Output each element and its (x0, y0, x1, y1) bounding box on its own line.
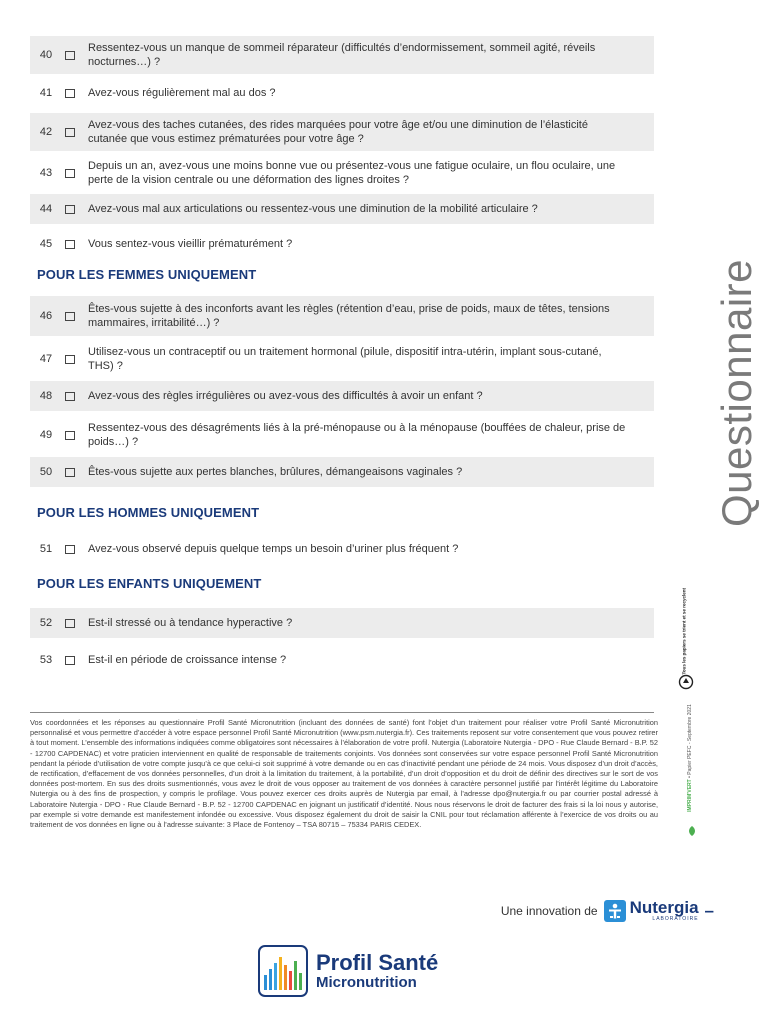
checkbox[interactable] (65, 240, 75, 249)
checkbox[interactable] (65, 89, 75, 98)
question-text: Ressentez-vous des désagréments liés à la pré-ménopause ou à la ménopause (bouffées de chaleur, prise de poids…) ? (88, 421, 626, 448)
checkbox[interactable] (65, 51, 75, 60)
section-title-children: POUR LES ENFANTS UNIQUEMENT (37, 576, 262, 591)
question-row (30, 231, 654, 257)
leaf-icon (688, 826, 696, 836)
question-text: Avez-vous régulièrement mal au dos ? (88, 86, 276, 99)
recycle-text: Tous les papiers se trient et se recyclent (681, 588, 687, 675)
question-row (30, 340, 654, 378)
question-text: Avez-vous des taches cutanées, des rides marquées pour votre âge et/ou une diminution de l’élasticité cutanée que vous estimez prématurées pour votre âge ? (88, 118, 588, 145)
question-number: 53 (39, 653, 53, 666)
question-row (30, 194, 654, 224)
question-row (30, 646, 654, 674)
question-row (30, 36, 654, 74)
question-row (30, 80, 654, 106)
checkbox[interactable] (65, 656, 75, 665)
question-text: Vous sentez-vous vieillir prématurément ? (88, 237, 293, 250)
question-number: 50 (39, 465, 53, 478)
nutergia-logo-icon (604, 900, 626, 922)
question-number: 40 (39, 48, 53, 61)
question-text: Est-il en période de croissance intense ? (88, 653, 287, 666)
question-number: 47 (39, 352, 53, 365)
legal-notice: Vos coordonnées et les réponses au questionnaire Profil Santé Micronutrition (incluant des données de santé) font l’objet d’un traitement pour réaliser votre Profil Santé Micronutrition personnalisé et vous permettre d’accéder à votre espace personnel Profil Santé Micronutrition (www.psm.nutergia.fr). Ces traitements reposent sur votre consentement que vous pouvez retirer à tout moment. L’ensemble des informations indiquées comme obligatoires sont nécessaires à l’élaboration de votre profil. Nutergia (Laboratoire Nutergia - DPO - Rue Claude Bernard - B.P. 52 - 12700 CAPDENAC) et votre praticien interviennent en qualité de responsable de traitements conjoints. Vos données sont conservées sur votre espace personnel Profil Santé Micronutrition pendant la période d’utilisation de votre compte jusqu’à ce que celui-ci soit supprimé à votre demande ou en cas d’inactivité pendant une période de 24 mois. Vous disposez d’un droit d’accès, de rectification, d’effacement de vos données personnelles, d’un droit à la limitation du traitement, à la portabilité, d’un droit d’opposition et du droit de définir des directives sur le sort de vos données post-mortem. En sus des droits susmentionnés, vous avez le droit de vous opposer au traitement de vos données à caractère personnel justifié par l’intérêt légitime du Laboratoire Nutergia ou à des fins de prospection, y compris le profilage. Vous pouvez exercer ces droits auprès de Nutergia par email, à l’adresse dpo@nutergia.fr ou par courrier postal adressé à Laboratoire Nutergia - DPO - Rue Claude Bernard - B.P. 52 - 12700 CAPDENAC en joignant un justificatif d’identité. Nous nous réservons le droit de facturer des frais si la loi nous y autorise, par exemple si votre demande est manifestement infondée ou excessive. Vous disposez également du droit de saisir la CNIL pour tout réclamation afférente à l’exercice de vos droits ou au traitement de vos données en ligne ou à l’adresse suivante: 3 Place de Fontenoy – TSA 80715 – 75334 PARIS CEDEX. (30, 718, 658, 830)
recycle-badge (668, 588, 708, 692)
question-number: 52 (39, 616, 53, 629)
question-number: 44 (39, 202, 53, 215)
question-text: Depuis un an, avez-vous une moins bonne vue ou présentez-vous une fatigue oculaire, un flou oculaire, une perte de la vision centrale ou une déformation des lignes droites ? (88, 159, 616, 186)
nutergia-logo (604, 900, 714, 922)
question-row (30, 113, 654, 151)
equalizer-logo-icon (258, 945, 308, 997)
question-text: Êtes-vous sujette à des inconforts avant les règles (rétention d’eau, prise de poids, maux de têtes, tensions mammaires, irritabilité…) ? (88, 302, 610, 329)
question-text: Avez-vous des règles irrégulières ou avez-vous des difficultés à avoir un enfant ? (88, 389, 483, 402)
question-row (30, 535, 654, 563)
question-number: 51 (39, 542, 53, 555)
innovation-line (501, 900, 714, 922)
checkbox[interactable] (65, 355, 75, 364)
nutergia-subtitle: LABORATOIRE (652, 916, 699, 922)
checkbox[interactable] (65, 468, 75, 477)
question-number: 42 (39, 125, 53, 138)
checkbox[interactable] (65, 169, 75, 178)
checkbox[interactable] (65, 545, 75, 554)
dash: – (704, 901, 714, 920)
question-number: 49 (39, 428, 53, 441)
question-text: Avez-vous mal aux articulations ou ressentez-vous une diminution de la mobilité articulaire ? (88, 202, 538, 215)
question-row (30, 608, 654, 638)
checkbox[interactable] (65, 128, 75, 137)
imprim-info: • Papier PEFC - Septembre 2021 (687, 704, 693, 780)
profil-sante-logo (258, 945, 438, 997)
checkbox[interactable] (65, 205, 75, 214)
checkbox[interactable] (65, 392, 75, 401)
checkbox[interactable] (65, 619, 75, 628)
question-number: 48 (39, 389, 53, 402)
question-number: 46 (39, 309, 53, 322)
section-title-men: POUR LES HOMMES UNIQUEMENT (37, 505, 260, 520)
checkbox[interactable] (65, 431, 75, 440)
question-number: 43 (39, 166, 53, 179)
question-row (30, 381, 654, 411)
question-text: Utilisez-vous un contraceptif ou un traitement hormonal (pilule, dispositif intra-utérin, implant sous-cutané, THS) ? (88, 345, 602, 372)
logo-title: Profil Santé (316, 950, 439, 975)
question-row (30, 155, 654, 191)
question-text: Avez-vous observé depuis quelque temps un besoin d’uriner plus fréquent ? (88, 542, 459, 555)
side-title: Questionnaire (713, 259, 760, 527)
innovation-label: Une innovation de (500, 904, 598, 918)
divider (30, 712, 654, 713)
question-row (30, 296, 654, 336)
question-number: 41 (39, 86, 53, 99)
section-title-women: POUR LES FEMMES UNIQUEMENT (37, 267, 257, 282)
logo-subtitle: Micronutrition (316, 974, 417, 991)
question-text: Ressentez-vous un manque de sommeil réparateur (difficultés d’endormissement, sommeil agité, réveils nocturnes…) ? (88, 41, 596, 68)
checkbox[interactable] (65, 312, 75, 321)
question-text: Est-il stressé ou à tendance hyperactive ? (88, 616, 293, 629)
question-row (30, 457, 654, 487)
question-row (30, 416, 654, 454)
question-number: 45 (39, 237, 53, 250)
question-text: Êtes-vous sujette aux pertes blanches, brûlures, démangeaisons vaginales ? (88, 465, 463, 478)
imprim-vert-label (687, 688, 693, 828)
imprim-brand: IMPRIM'VERT (687, 779, 693, 812)
nutergia-name: Nutergia (629, 898, 699, 917)
